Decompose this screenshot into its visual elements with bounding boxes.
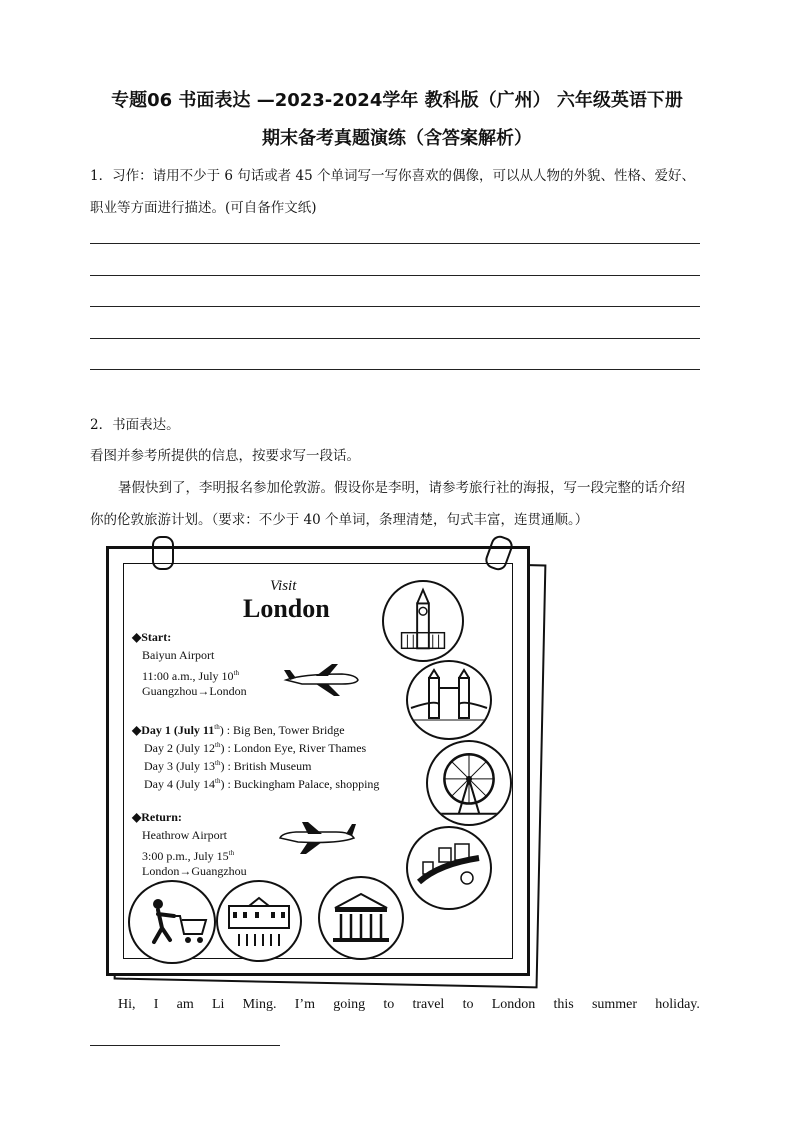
question-2-desc-line1: 暑假快到了，李明报名参加伦敦游。假设你是李明，请参考旅行社的海报，写一段完整的话介绍 [118, 480, 685, 496]
return-route: London→Guangzhou [142, 864, 247, 878]
shopping-street-icon [406, 826, 492, 910]
footnote-divider [90, 1045, 280, 1046]
answer-word: this [553, 997, 574, 1012]
question-2-desc-line2: 你的伦敦旅游计划。（要求：不少于 40 个单词，条理清楚，句式丰富，连贯通顺。） [90, 512, 589, 528]
poster-visit: Visit [270, 578, 297, 594]
paper-clip-icon [152, 536, 174, 570]
question-2-instruction: 看图并参考所提供的信息，按要求写一段话。 [90, 448, 360, 464]
return-label: ◆Return: [132, 810, 182, 824]
buckingham-palace-icon [216, 880, 302, 962]
question-2-label: 2．书面表达。 [90, 417, 180, 433]
answer-word: Li [211, 997, 225, 1012]
day-1: ◆Day 1 (July 11th) : Big Ben, Tower Bridge [132, 723, 345, 737]
answer-word: to [462, 997, 474, 1012]
return-place: Heathrow Airport [142, 828, 227, 842]
question-1-line1: 1．习作：请用不少于 6 句话或者 45 个单词写一写你喜欢的偶像，可以从人物的外貌、性格、爱好、 [90, 168, 696, 184]
answer-word: London [491, 997, 536, 1012]
start-route: Guangzhou→London [142, 684, 247, 698]
writing-line [90, 306, 700, 307]
writing-line [90, 243, 700, 244]
page-title-line1: 专题06 书面表达 —2023-2024学年 教科版（广州） 六年级英语下册 [111, 90, 683, 111]
london-eye-icon [426, 740, 512, 826]
answer-word: summer [591, 997, 638, 1012]
museum-icon [318, 876, 404, 960]
answer-word: am [176, 997, 194, 1012]
writing-line [90, 338, 700, 339]
answer-word: holiday. [655, 997, 700, 1012]
day-2: Day 2 (July 12th) : London Eye, River Thames [144, 741, 367, 755]
start-place: Baiyun Airport [142, 648, 215, 662]
answer-word: going [333, 997, 366, 1012]
shopping-cart-icon [128, 880, 216, 964]
answer-word: Hi, [118, 997, 136, 1012]
writing-line [90, 275, 700, 276]
start-time: 11:00 a.m., July 10 [142, 669, 234, 683]
tower-bridge-icon [406, 660, 492, 740]
writing-line [90, 369, 700, 370]
poster-city: London [243, 594, 330, 623]
question-1-line2: 职业等方面进行描述。(可自备作文纸) [90, 200, 317, 216]
page-title-line2: 期末备考真题演练（含答案解析） [262, 128, 532, 149]
answer-word: I’m [294, 997, 315, 1012]
airplane-icon [278, 820, 356, 856]
london-poster: Visit London ◆Start: Baiyun Airport 11:00 a.m., July 10th Guangzhou→London ◆Day 1 (July 11th) : Big Ben, Tower Bridge Day 2 (July 12th) : London Eye, River Thames Day 3 (July 13th) : British Museum Day 4 (July 14th) : Buckingham Palace, shopping ◆Return: Heathrow Airport 3:00 p.m., July 15th London→Guangzhou [100, 538, 550, 990]
answer-word: Ming. [242, 997, 277, 1012]
day-3: Day 3 (July 13th) : British Museum [144, 759, 312, 773]
start-label: ◆Start: [132, 630, 172, 644]
airplane-icon [282, 662, 360, 698]
return-time: 3:00 p.m., July 15 [142, 849, 229, 863]
day-4: Day 4 (July 14th) : Buckingham Palace, shopping [144, 777, 380, 791]
big-ben-icon [382, 580, 464, 662]
answer-start-sentence [118, 997, 700, 1013]
answer-word: travel [412, 997, 445, 1012]
answer-word: to [383, 997, 395, 1012]
answer-word: I [153, 997, 159, 1012]
